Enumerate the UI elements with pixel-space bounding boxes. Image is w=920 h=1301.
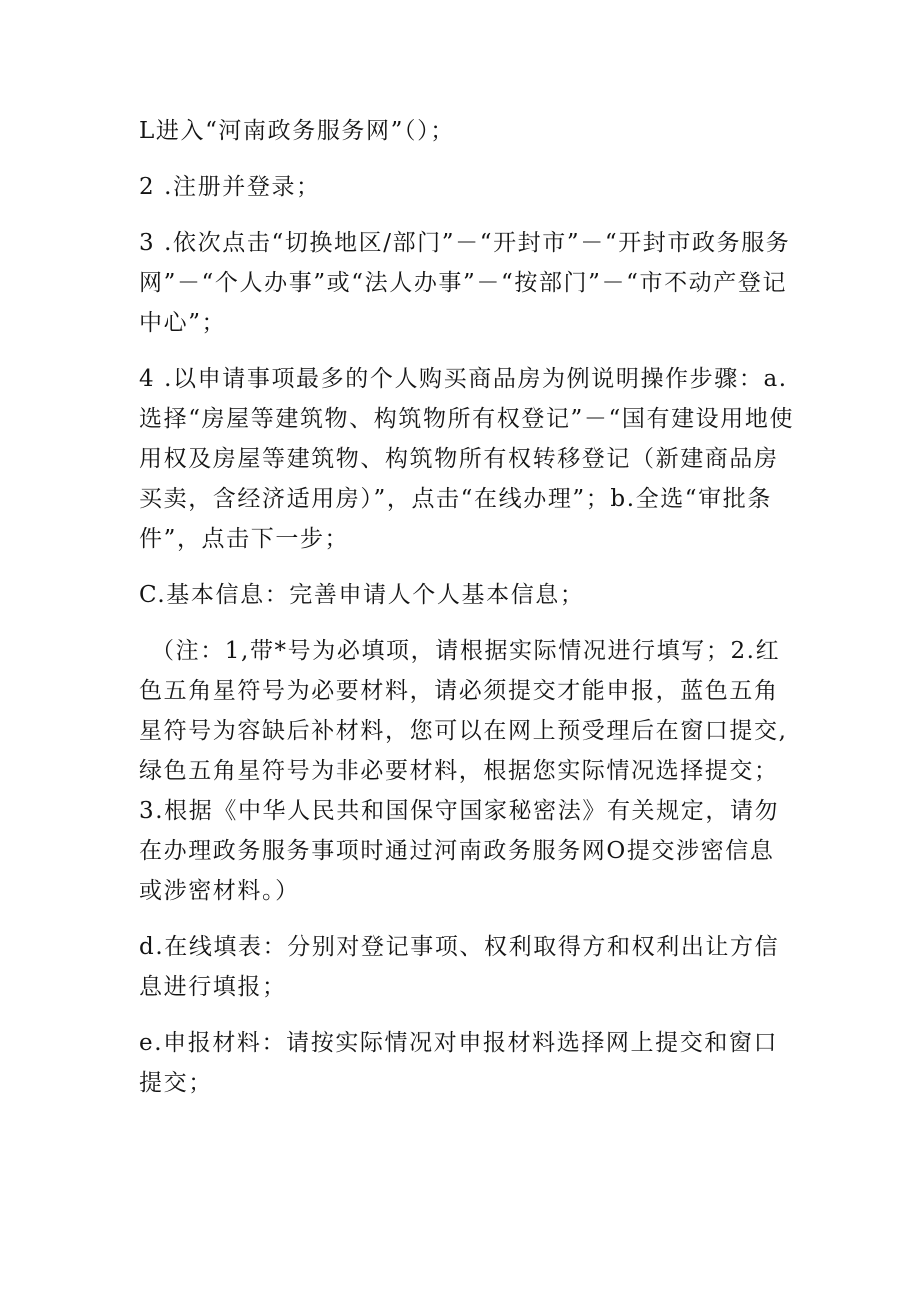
step-4-paragraph: 4 .以申请事项最多的个人购买商品房为例说明操作步骤：a.选择“房屋等建筑物、构筑物所有权登记”－“国有建设用地使用权及房屋等建筑物、构筑物所有权转移登记（新建商品房买卖，含经济适用房）”，点击“在线办理”；b.全选“审批条件”，点击下一步； xyxy=(139,366,795,552)
step-e-paragraph: e.申报材料：请按实际情况对申报材料选择网上提交和窗口提交； xyxy=(139,1030,779,1096)
step-d-paragraph: d.在线填表：分别对登记事项、权利取得方和权利出让方信息进行填报； xyxy=(139,934,780,1000)
note-paragraph: （注：1,带*号为必填项，请根据实际情况进行填写；2.红色五角星符号为必要材料，请必须提交才能申报，蓝色五角星符号为容缺后补材料，您可以在网上预受理后在窗口提交,绿色五角星符号为非必要材料，根据您实际情况选择提交；3.根据《中华人民共和国保守国家秘密法》有关规定，请勿在办理政务服务事项时通过河南政务服务网O提交涉密信息或涉密材料。） xyxy=(139,638,788,904)
document-body xyxy=(139,111,799,1119)
step-2-paragraph: 2 .注册并登录； xyxy=(139,174,321,200)
step-c-paragraph: C.基本信息：完善申请人个人基本信息； xyxy=(139,582,585,608)
step-1-paragraph: L进入“河南政务服务网”（）； xyxy=(139,118,455,144)
step-3-paragraph: 3 .依次点击“切换地区/部门”－“开封市”－“开封市政务服务网”－“个人办事”或“法人办事”－“按部门”－“市不动产登记中心”； xyxy=(139,230,791,336)
